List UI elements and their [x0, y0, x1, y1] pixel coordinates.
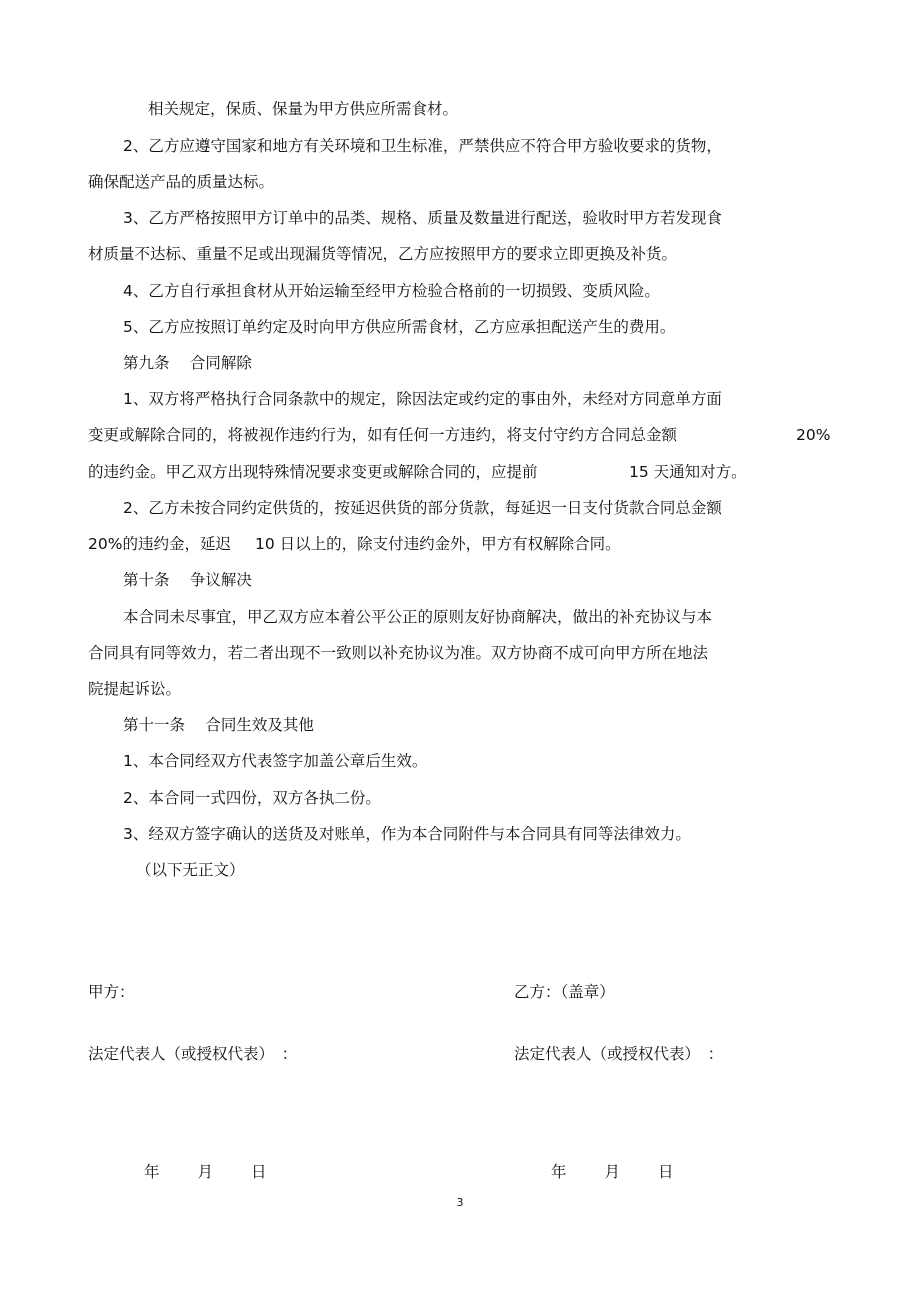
text-line: 变更或解除合同的，将被视作违约行为，如有任何一方违约，将支付守约方合同总金额 [88, 426, 678, 444]
text-line: 20% [796, 426, 831, 444]
section-heading: 第九条 合同解除 [123, 354, 252, 372]
text-line: 的违约金。甲乙双方出现特殊情况要求变更或解除合同的，应提前 [88, 463, 538, 481]
page-number: 3 [456, 1196, 464, 1209]
text-line: 1、双方将严格执行合同条款中的规定，除因法定或约定的事由外，未经对方同意单方面 [123, 390, 722, 408]
text-line: 院提起诉讼。 [88, 680, 182, 698]
text-line: 合同具有同等效力，若二者出现不一致则以补充协议为准。双方协商不成可向甲方所在地法 [88, 644, 709, 662]
text-line: 20%的违约金，延迟 [88, 535, 231, 553]
party-a-date [144, 1162, 267, 1182]
year-label: 年 [551, 1163, 567, 1181]
party-a-representative: 法定代表人（或授权代表） ： [88, 1045, 298, 1063]
text-line: 1、本合同经双方代表签字加盖公章后生效。 [123, 752, 428, 770]
text-line: 3、经双方签字确认的送货及对账单，作为本合同附件与本合同具有同等法律效力。 [123, 825, 691, 843]
section-heading: 第十一条 合同生效及其他 [123, 716, 314, 734]
text-line: 10 日以上的，除支付违约金外，甲方有权解除合同。 [255, 535, 621, 553]
month-label: 月 [197, 1163, 214, 1181]
month-label: 月 [604, 1163, 621, 1181]
text-line: 2、乙方未按合同约定供货的，按延迟供货的部分货款，每延迟一日支付货款合同总金额 [123, 499, 722, 517]
text-line: 2、本合同一式四份，双方各执二份。 [123, 789, 381, 807]
text-line: 确保配送产品的质量达标。 [88, 173, 275, 191]
text-line: 5、乙方应按照订单约定及时向甲方供应所需食材，乙方应承担配送产生的费用。 [123, 318, 676, 336]
party-b-representative: 法定代表人（或授权代表） ： [514, 1045, 724, 1063]
party-a-label: 甲方： [88, 983, 135, 1001]
text-line: 2、乙方应遵守国家和地方有关环境和卫生标准，严禁供应不符合甲方验收要求的货物， [123, 137, 722, 155]
party-b-date [551, 1162, 674, 1182]
text-line: （以下无正文） [136, 861, 245, 879]
year-label: 年 [144, 1163, 160, 1181]
text-line: 相关规定，保质、保量为甲方供应所需食材。 [148, 100, 459, 118]
text-line: 本合同未尽事宜，甲乙双方应本着公平公正的原则友好协商解决，做出的补充协议与本 [123, 608, 713, 626]
text-line: 材质量不达标、重量不足或出现漏货等情况，乙方应按照甲方的要求立即更换及补货。 [88, 245, 678, 263]
text-line: 15 天通知对方。 [629, 463, 747, 481]
text-line: 4、乙方自行承担食材从开始运输至经甲方检验合格前的一切损毁、变质风险。 [123, 282, 660, 300]
party-b-label: 乙方：（盖章） [514, 983, 615, 1001]
section-heading: 第十条 争议解决 [123, 571, 252, 589]
text-line: 3、乙方严格按照甲方订单中的品类、规格、质量及数量进行配送，验收时甲方若发现食 [123, 209, 722, 227]
day-label: 日 [658, 1163, 674, 1181]
day-label: 日 [251, 1163, 267, 1181]
